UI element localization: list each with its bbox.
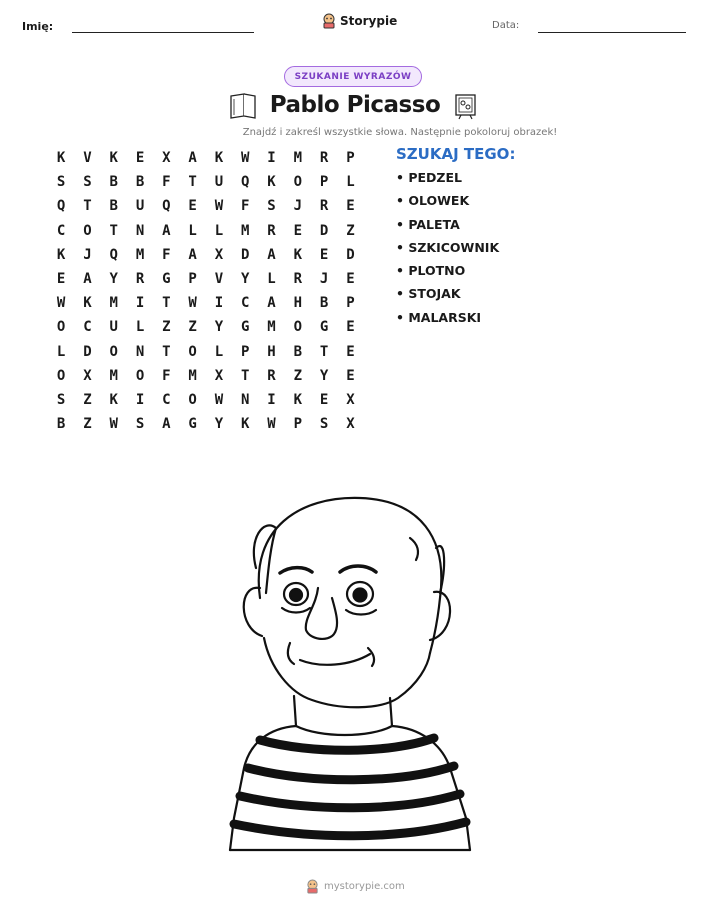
grid-letter[interactable]: W — [214, 198, 224, 215]
grid-letter[interactable]: R — [319, 150, 329, 167]
grid-letter[interactable]: E — [346, 367, 355, 384]
word-list-item: • SZKICOWNIK — [396, 239, 500, 255]
grid-letter[interactable]: S — [56, 174, 66, 191]
grid-letter[interactable]: C — [56, 222, 66, 239]
grid-letter[interactable]: O — [56, 319, 66, 336]
grid-letter[interactable]: E — [346, 271, 355, 288]
grid-letter[interactable]: X — [214, 367, 224, 384]
grid-letter[interactable]: L — [56, 343, 66, 360]
grid-letter[interactable]: R — [293, 271, 303, 288]
grid-letter[interactable]: E — [188, 198, 197, 215]
grid-letter[interactable]: P — [241, 343, 250, 360]
word-list-item: • OLOWEK — [396, 193, 470, 209]
grid-letter[interactable]: H — [293, 295, 303, 312]
grid-letter[interactable]: T — [83, 198, 92, 215]
grid-letter[interactable]: A — [188, 246, 197, 263]
grid-letter[interactable]: X — [346, 391, 355, 408]
grid-letter[interactable]: P — [346, 295, 355, 312]
grid-letter[interactable]: X — [83, 367, 92, 384]
grid-letter[interactable]: Y — [319, 367, 329, 384]
grid-letter[interactable]: L — [214, 222, 224, 239]
grid-letter[interactable]: Y — [241, 271, 250, 288]
grid-letter[interactable]: T — [188, 174, 197, 191]
storypie-logo-icon — [306, 879, 319, 894]
grid-row — [48, 388, 364, 412]
grid-letter[interactable]: K — [293, 391, 303, 408]
grid-letter[interactable]: A — [267, 246, 276, 263]
grid-letter[interactable]: M — [293, 150, 303, 167]
grid-letter[interactable]: M — [109, 367, 118, 384]
word-list-item: • PALETA — [396, 216, 460, 232]
grid-letter[interactable]: Z — [83, 416, 92, 433]
grid-letter[interactable]: L — [267, 271, 276, 288]
grid-letter[interactable]: I — [135, 391, 145, 408]
page-title: Pablo Picasso — [269, 92, 441, 118]
grid-letter[interactable]: Y — [214, 319, 224, 336]
word-list-item: • PLOTNO — [396, 263, 466, 279]
grid-letter[interactable]: B — [135, 174, 145, 191]
grid-letter[interactable]: W — [214, 391, 224, 408]
grid-letter[interactable]: S — [135, 416, 145, 433]
grid-letter[interactable]: L — [346, 174, 355, 191]
grid-letter[interactable]: U — [214, 174, 224, 191]
grid-letter[interactable]: O — [293, 174, 303, 191]
grid-letter[interactable]: F — [162, 174, 171, 191]
grid-letter[interactable]: D — [346, 246, 355, 263]
grid-letter[interactable]: W — [267, 416, 276, 433]
grid-letter[interactable]: X — [162, 150, 171, 167]
grid-row — [48, 364, 364, 388]
grid-letter[interactable]: S — [267, 198, 276, 215]
grid-letter[interactable]: F — [162, 246, 171, 263]
grid-letter[interactable]: M — [267, 319, 276, 336]
grid-letter[interactable]: O — [83, 222, 92, 239]
grid-letter[interactable]: K — [56, 246, 66, 263]
grid-letter[interactable]: T — [162, 295, 171, 312]
grid-letter[interactable]: S — [319, 416, 329, 433]
grid-letter[interactable]: Y — [214, 416, 224, 433]
instructions: Znajdź i zakreśl wszystkie słowa. Następnie pokoloruj obrazek! — [242, 127, 558, 138]
grid-letter[interactable]: S — [83, 174, 92, 191]
grid-letter[interactable]: W — [188, 295, 197, 312]
grid-letter[interactable]: V — [83, 150, 92, 167]
footer — [306, 879, 405, 894]
grid-letter[interactable]: L — [188, 222, 197, 239]
grid-letter[interactable]: E — [56, 271, 66, 288]
grid-letter[interactable]: Q — [241, 174, 250, 191]
grid-letter[interactable]: Q — [56, 198, 66, 215]
grid-letter[interactable]: M — [135, 246, 145, 263]
grid-letter[interactable]: N — [135, 222, 145, 239]
grid-letter[interactable]: B — [319, 295, 329, 312]
grid-letter[interactable]: K — [214, 150, 224, 167]
grid-letter[interactable]: Z — [188, 319, 197, 336]
grid-letter[interactable]: R — [267, 222, 276, 239]
grid-letter[interactable]: G — [188, 416, 197, 433]
word-search-grid — [48, 146, 364, 436]
grid-letter[interactable]: B — [293, 343, 303, 360]
grid-letter[interactable]: J — [83, 246, 92, 263]
grid-letter[interactable]: K — [83, 295, 92, 312]
grid-row — [48, 291, 364, 315]
grid-letter[interactable]: E — [135, 150, 145, 167]
grid-letter[interactable]: E — [319, 246, 329, 263]
grid-letter[interactable]: I — [214, 295, 224, 312]
grid-letter[interactable]: G — [241, 319, 250, 336]
grid-letter[interactable]: A — [267, 295, 276, 312]
grid-letter[interactable]: U — [109, 319, 118, 336]
grid-letter[interactable]: X — [346, 416, 355, 433]
grid-letter[interactable]: K — [109, 150, 118, 167]
grid-letter[interactable]: A — [188, 150, 197, 167]
grid-letter[interactable]: T — [241, 367, 250, 384]
grid-letter[interactable]: K — [241, 416, 250, 433]
grid-letter[interactable]: K — [109, 391, 118, 408]
grid-letter[interactable]: I — [267, 150, 276, 167]
grid-letter[interactable]: F — [162, 367, 171, 384]
grid-letter[interactable]: R — [267, 367, 276, 384]
footer-url: mystorypie.com — [324, 881, 405, 892]
grid-letter[interactable]: O — [109, 343, 118, 360]
grid-letter[interactable]: H — [267, 343, 276, 360]
grid-letter[interactable]: F — [241, 198, 250, 215]
grid-letter[interactable]: T — [162, 343, 171, 360]
storypie-logo-icon — [322, 13, 336, 29]
grid-letter[interactable]: Y — [109, 271, 118, 288]
grid-letter[interactable]: O — [188, 391, 197, 408]
grid-row — [48, 170, 364, 194]
grid-letter[interactable]: B — [109, 174, 118, 191]
grid-letter[interactable]: C — [162, 391, 171, 408]
name-label: Imię: — [22, 20, 54, 33]
grid-letter[interactable]: G — [319, 319, 329, 336]
grid-letter[interactable]: X — [214, 246, 224, 263]
grid-letter[interactable]: O — [188, 343, 197, 360]
grid-letter[interactable]: C — [83, 319, 92, 336]
grid-row — [48, 267, 364, 291]
grid-letter[interactable]: I — [135, 295, 145, 312]
grid-letter[interactable]: Q — [162, 198, 171, 215]
grid-letter[interactable]: A — [162, 222, 171, 239]
easel-icon — [453, 92, 479, 120]
date-label: Data: — [492, 20, 520, 31]
grid-letter[interactable]: D — [83, 343, 92, 360]
grid-letter[interactable]: C — [241, 295, 250, 312]
grid-row — [48, 146, 364, 170]
date-line — [538, 32, 686, 33]
grid-letter[interactable]: W — [56, 295, 66, 312]
grid-row — [48, 219, 364, 243]
grid-letter[interactable]: O — [135, 367, 145, 384]
grid-letter[interactable]: Z — [346, 222, 355, 239]
grid-letter[interactable]: B — [109, 198, 118, 215]
grid-letter[interactable]: Q — [109, 246, 118, 263]
grid-letter[interactable]: O — [56, 367, 66, 384]
grid-letter[interactable]: K — [56, 150, 66, 167]
grid-letter[interactable]: T — [319, 343, 329, 360]
grid-letter[interactable]: E — [346, 319, 355, 336]
grid-letter[interactable]: T — [109, 222, 118, 239]
grid-letter[interactable]: S — [56, 391, 66, 408]
grid-letter[interactable]: D — [319, 222, 329, 239]
word-list-item: • PEDZEL — [396, 170, 462, 185]
grid-letter[interactable]: P — [188, 271, 197, 288]
word-list-title: SZUKAJ TEGO: — [396, 145, 516, 163]
word-list-item: • MALARSKI — [396, 309, 482, 325]
grid-letter[interactable]: L — [135, 319, 145, 336]
grid-row — [48, 315, 364, 339]
grid-letter[interactable]: M — [109, 295, 118, 312]
grid-letter[interactable]: P — [319, 174, 329, 191]
grid-letter[interactable]: E — [346, 343, 355, 360]
grid-letter[interactable]: E — [319, 391, 329, 408]
grid-letter[interactable]: U — [135, 198, 145, 215]
grid-letter[interactable]: R — [135, 271, 145, 288]
grid-letter[interactable]: N — [241, 391, 250, 408]
grid-letter[interactable]: G — [162, 271, 171, 288]
grid-letter[interactable]: Z — [83, 391, 92, 408]
name-line — [72, 32, 254, 33]
grid-letter[interactable]: W — [241, 150, 250, 167]
activity-tag: SZUKANIE WYRAZÓW — [284, 66, 422, 87]
grid-letter[interactable]: W — [109, 416, 118, 433]
grid-letter[interactable]: J — [319, 271, 329, 288]
grid-letter[interactable]: R — [319, 198, 329, 215]
grid-letter[interactable]: E — [346, 198, 355, 215]
word-list — [396, 170, 499, 333]
grid-letter[interactable]: J — [293, 198, 303, 215]
brand-logo — [322, 13, 397, 29]
grid-letter[interactable]: P — [346, 150, 355, 167]
grid-letter[interactable]: N — [135, 343, 145, 360]
picasso-portrait-illustration — [220, 488, 500, 854]
grid-letter[interactable]: I — [267, 391, 276, 408]
grid-row — [48, 194, 364, 218]
word-list-item: • STOJAK — [396, 286, 461, 302]
grid-row — [48, 412, 364, 436]
grid-letter[interactable]: P — [293, 416, 303, 433]
grid-letter[interactable]: M — [188, 367, 197, 384]
grid-letter[interactable]: O — [293, 319, 303, 336]
grid-letter[interactable]: K — [293, 246, 303, 263]
grid-row — [48, 243, 364, 267]
grid-letter[interactable]: Z — [162, 319, 171, 336]
grid-letter[interactable]: D — [241, 246, 250, 263]
grid-letter[interactable]: L — [214, 343, 224, 360]
grid-letter[interactable]: V — [214, 271, 224, 288]
grid-letter[interactable]: Z — [293, 367, 303, 384]
grid-letter[interactable]: K — [267, 174, 276, 191]
grid-letter[interactable]: M — [241, 222, 250, 239]
grid-letter[interactable]: A — [162, 416, 171, 433]
grid-letter[interactable]: A — [83, 271, 92, 288]
grid-letter[interactable]: E — [293, 222, 303, 239]
grid-row — [48, 340, 364, 364]
grid-letter[interactable]: B — [56, 416, 66, 433]
brand-name: Storypie — [340, 14, 398, 28]
